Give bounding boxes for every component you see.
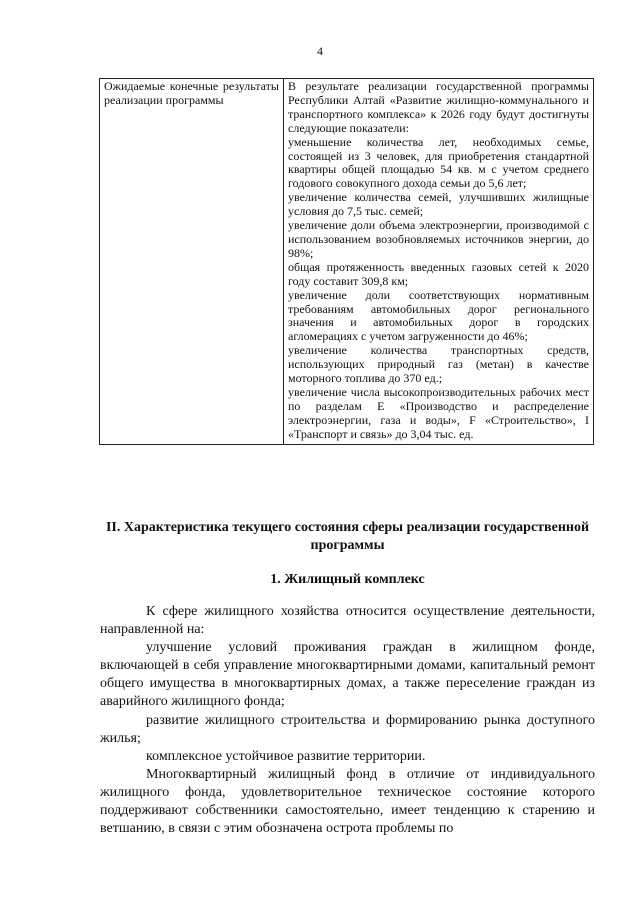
paragraph: развитие жилищного строительства и формированию рынка доступного жилья; bbox=[100, 712, 595, 746]
table-row bbox=[100, 79, 594, 445]
indicator-item: увеличение количества транспортных средств, использующих природный газ (метан) в качестве моторного топлива до 370 ед.; bbox=[288, 343, 589, 386]
expected-results-label-text: Ожидаемые конечные результаты реализации программы bbox=[104, 79, 279, 107]
results-intro: В результате реализации государственной программы Республики Алтай «Развитие жилищно-коммунального и транспортного комплекса» к 2026 году будут достигнуты следующие показатели: bbox=[288, 79, 589, 135]
paragraph: К сфере жилищного хозяйства относится осуществление деятельности, направленной на: bbox=[100, 604, 595, 638]
paragraph: улучшение условий проживания граждан в жилищном фонде, включающей в себя управление многоквартирными домами, капитальный ремонт общего имущества в многоквартирных домах, а также переселение граждан из аварийного жилищного фонда; bbox=[100, 640, 595, 710]
subsection-title: 1. Жилищный комплекс bbox=[270, 572, 425, 587]
expected-results-label bbox=[100, 79, 284, 445]
indicator-item: общая протяженность введенных газовых сетей к 2020 году составит 309,8 км; bbox=[288, 259, 589, 288]
paragraph: Многоквартирный жилищный фонд в отличие от индивидуального жилищного фонда, удовлетворительное техническое состояние которого поддерживают собственники самостоятельно, имеет тенденцию к старению и ветшанию, в связи с этим обозначена острота проблемы по bbox=[100, 766, 595, 837]
indicator-item: уменьшение количества лет, необходимых семье, состоящей из 3 человек, для приобретения стандартной квартиры общей площадью 54 кв. м с учетом среднего годового совокупного дохода семьи до 5,6 лет; bbox=[288, 134, 589, 191]
paragraph: комплексное устойчивое развитие территории. bbox=[146, 748, 426, 764]
indicator-item: увеличение доли соответствующих нормативным требованиям автомобильных дорог регионального значения и автомобильных дорог в городских агломерациях с учетом загруженности до 46%; bbox=[288, 287, 589, 344]
section-title: II. Характеристика текущего состояния сферы реализации государственной программы bbox=[105, 520, 590, 553]
indicator-item: увеличение количества семей, улучшивших жилищные условия до 7,5 тыс. семей; bbox=[288, 190, 589, 219]
body-text bbox=[100, 603, 595, 838]
indicator-item: увеличение числа высокопроизводительных рабочих мест по разделам E «Производство и распределение электроэнергии, газа и воды», F «Строительство», I «Транспорт и связь» до 3,04 тыс. ед. bbox=[288, 384, 589, 441]
indicator-item: увеличение доли объема электроэнергии, производимой с использованием возобновляемых источников энергии, до 98%; bbox=[288, 218, 589, 260]
expected-results-content bbox=[284, 79, 594, 445]
program-passport-table bbox=[99, 78, 594, 445]
page-number: 4 bbox=[317, 44, 323, 58]
